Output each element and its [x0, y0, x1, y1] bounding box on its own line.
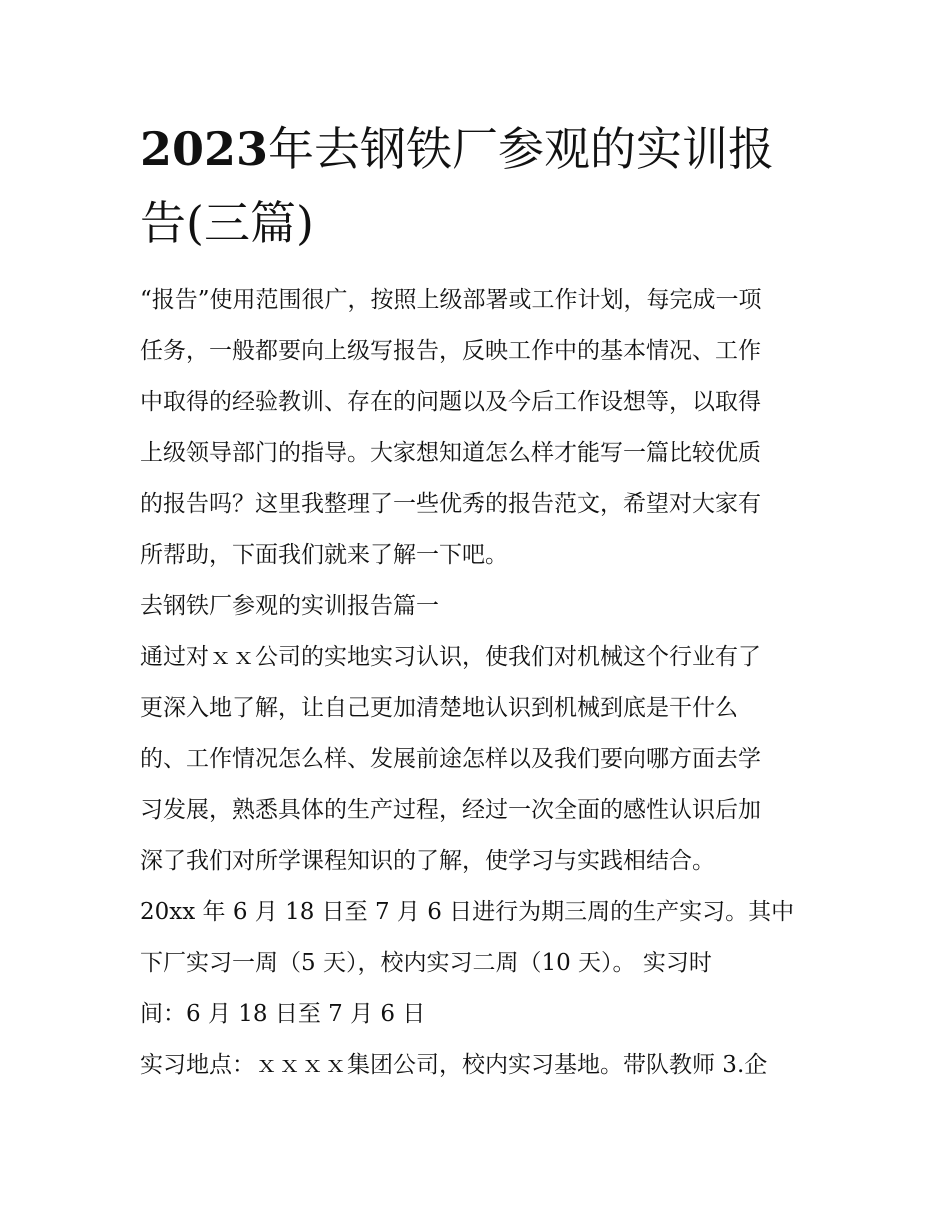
intro-line: “报告”使用范围很广，按照上级部署或工作计划，每完成一项	[140, 287, 762, 313]
paragraph-2-line: 20xx 年 6 月 18 日至 7 月 6 日进行为期三周的生产实习。其中	[140, 899, 795, 925]
intro-paragraph	[140, 275, 820, 1091]
intro-line: 任务，一般都要向上级写报告，反映工作中的基本情况、工作	[140, 338, 761, 364]
title-line-1-text: 年去钢铁厂参观的实训报	[268, 122, 775, 176]
paragraph-2-line: 下厂实习一周（5 天），校内实习二周（10 天）。 实习时	[140, 950, 712, 976]
title-line-1	[140, 122, 774, 176]
section-heading: 去钢铁厂参观的实训报告篇一	[140, 593, 439, 619]
intro-line: 上级领导部门的指导。大家想知道怎么样才能写一篇比较优质	[140, 440, 761, 466]
intro-line: 的报告吗？这里我整理了一些优秀的报告范文，希望对大家有	[140, 491, 761, 517]
intro-line: 中取得的经验教训、存在的问题以及今后工作设想等，以取得	[140, 389, 761, 415]
paragraph-3-line: 实习地点：ｘｘｘｘ集团公司，校内实习基地。带队教师 3.企	[140, 1052, 768, 1078]
intro-line: 所帮助，下面我们就来了解一下吧。	[140, 542, 508, 568]
paragraph-2-line: 间：6 月 18 日至 7 月 6 日	[140, 1001, 426, 1027]
document-title	[140, 112, 820, 260]
title-line-2: 告(三篇)	[140, 196, 314, 250]
paragraph-1-line: 的、工作情况怎么样、发展前途怎样以及我们要向哪方面去学	[140, 746, 761, 772]
paragraph-1-line: 深了我们对所学课程知识的了解，使学习与实践相结合。	[140, 848, 715, 874]
paragraph-1-line: 通过对ｘｘ公司的实地实习认识，使我们对机械这个行业有了	[140, 644, 761, 670]
title-year: 2023	[140, 122, 269, 176]
paragraph-1-line: 更深入地了解，让自己更加清楚地认识到机械到底是干什么	[140, 695, 738, 721]
paragraph-1-line: 习发展，熟悉具体的生产过程，经过一次全面的感性认识后加	[140, 797, 761, 823]
